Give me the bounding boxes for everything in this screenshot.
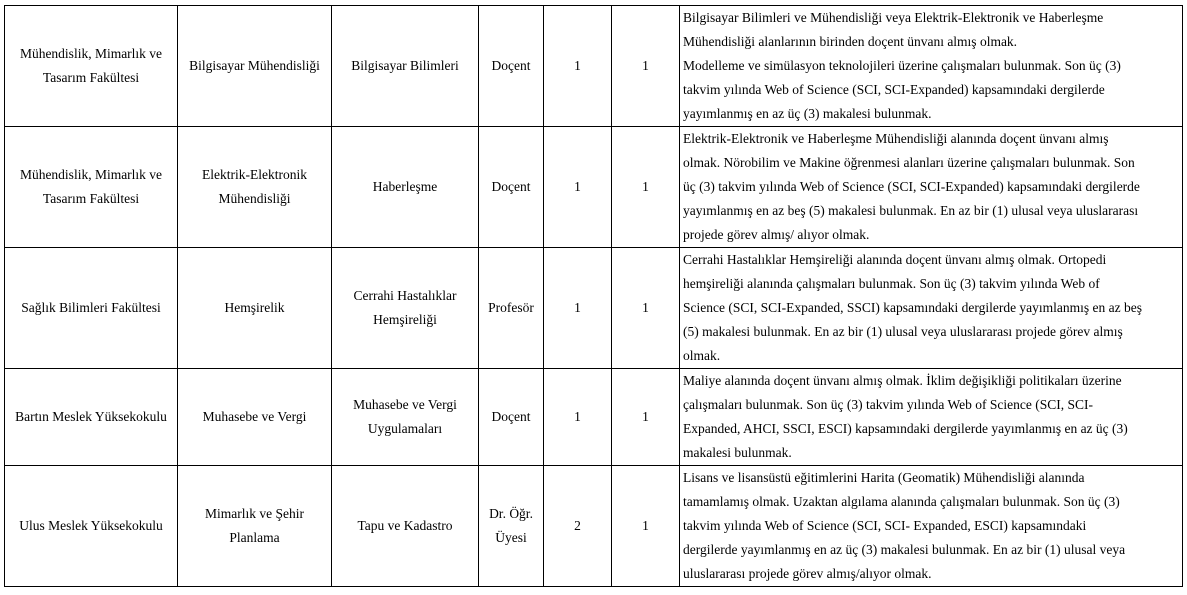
requirement-line: yayımlanmış en az üç (3) makalesi bulunmak. [683, 106, 932, 121]
department-cell: Hemşirelik [178, 248, 332, 369]
department-cell: Mimarlık ve Şehir Planlama [178, 466, 332, 587]
title-cell: Profesör [479, 248, 544, 369]
requirement-line: yayımlanmış en az beş (5) makalesi bulunmak. En az bir (1) ulusal veya uluslararası [683, 203, 1139, 218]
requirement-line: Modelleme ve simülasyon teknolojileri üzerine çalışmaları bulunmak. Son üç (3) [683, 58, 1121, 73]
requirement-line: Science (SCI, SCI-Expanded, SSCI) kapsamındaki dergilerde yayımlanmış en az beş [683, 300, 1143, 315]
count-cell: 1 [612, 127, 680, 248]
requirement-line: (5) makalesi bulunmak. En az bir (1) ulusal veya uluslararası projede görev almış [683, 324, 1123, 339]
requirement-line: çalışmaları bulunmak. Son üç (3) takvim yılında Web of Science (SCI, SCI- [683, 397, 1093, 412]
count-cell: 1 [612, 6, 680, 127]
requirement-line: dergilerde yayımlanmış en az üç (3) makalesi bulunmak. En az bir (1) ulusal veya [683, 542, 1126, 557]
requirements-cell [680, 466, 1183, 587]
requirement-line: uluslararası projede görev almış/alıyor olmak. [683, 566, 932, 581]
requirement-line: takvim yılında Web of Science (SCI, SCI- Expanded, ESCI) kapsamındaki [683, 518, 1087, 533]
faculty-cell: Mühendislik, Mimarlık ve Tasarım Fakültesi [5, 6, 178, 127]
faculty-cell: Bartın Meslek Yüksekokulu [5, 369, 178, 466]
positions-cell: 2 [544, 466, 612, 587]
positions-cell: 1 [544, 127, 612, 248]
program-cell: Bilgisayar Bilimleri [332, 6, 479, 127]
department-cell: Elektrik-Elektronik Mühendisliği [178, 127, 332, 248]
faculty-cell: Sağlık Bilimleri Fakültesi [5, 248, 178, 369]
job-postings-sheet [4, 5, 1183, 587]
table-row [5, 466, 1183, 587]
requirement-line: takvim yılında Web of Science (SCI, SCI-Expanded) kapsamındaki dergilerde [683, 82, 1105, 97]
title-cell: Doçent [479, 369, 544, 466]
requirement-line: hemşireliği alanında çalışmaları bulunmak. Son üç (3) takvim yılında Web of [683, 276, 1100, 291]
requirement-line: Mühendisliği alanlarının birinden doçent ünvanı almış olmak. [683, 34, 1018, 49]
requirement-line: üç (3) takvim yılında Web of Science (SCI, SCI-Expanded) kapsamındaki dergilerde [683, 179, 1140, 194]
program-cell: Haberleşme [332, 127, 479, 248]
requirement-line: Expanded, AHCI, SSCI, ESCI) kapsamındaki dergilerde yayımlanmış en az üç (3) [683, 421, 1128, 436]
requirement-line: Bilgisayar Bilimleri ve Mühendisliği veya Elektrik-Elektronik ve Haberleşme [683, 10, 1104, 25]
positions-cell: 1 [544, 248, 612, 369]
faculty-cell: Mühendislik, Mimarlık ve Tasarım Fakültesi [5, 127, 178, 248]
requirement-line: projede görev almış/ alıyor olmak. [683, 227, 870, 242]
requirements-cell [680, 127, 1183, 248]
requirement-line: Elektrik-Elektronik ve Haberleşme Mühendisliği alanında doçent ünvanı almış [683, 131, 1109, 146]
table-row [5, 127, 1183, 248]
requirement-line: olmak. [683, 348, 721, 363]
requirement-line: Lisans ve lisansüstü eğitimlerini Harita (Geomatik) Mühendisliği alanında [683, 470, 1085, 485]
title-cell: Dr. Öğr. Üyesi [479, 466, 544, 587]
count-cell: 1 [612, 248, 680, 369]
program-cell: Tapu ve Kadastro [332, 466, 479, 587]
faculty-cell: Ulus Meslek Yüksekokulu [5, 466, 178, 587]
requirements-cell [680, 6, 1183, 127]
requirement-line: tamamlamış olmak. Uzaktan algılama alanında çalışmaları bulunmak. Son üç (3) [683, 494, 1120, 509]
requirement-line: makalesi bulunmak. [683, 445, 792, 460]
table-row [5, 369, 1183, 466]
positions-cell: 1 [544, 6, 612, 127]
positions-cell: 1 [544, 369, 612, 466]
title-cell: Doçent [479, 127, 544, 248]
table-row [5, 6, 1183, 127]
job-postings-table [4, 5, 1183, 587]
department-cell: Bilgisayar Mühendisliği [178, 6, 332, 127]
requirement-line: Maliye alanında doçent ünvanı almış olmak. İklim değişikliği politikaları üzerine [683, 373, 1122, 388]
requirement-line: Cerrahi Hastalıklar Hemşireliği alanında doçent ünvanı almış olmak. Ortopedi [683, 252, 1107, 267]
program-cell: Cerrahi Hastalıklar Hemşireliği [332, 248, 479, 369]
requirements-cell [680, 248, 1183, 369]
count-cell: 1 [612, 466, 680, 587]
program-cell: Muhasebe ve Vergi Uygulamaları [332, 369, 479, 466]
requirements-cell [680, 369, 1183, 466]
department-cell: Muhasebe ve Vergi [178, 369, 332, 466]
table-row [5, 248, 1183, 369]
title-cell: Doçent [479, 6, 544, 127]
count-cell: 1 [612, 369, 680, 466]
requirement-line: olmak. Nörobilim ve Makine öğrenmesi alanları üzerine çalışmaları bulunmak. Son [683, 155, 1135, 170]
